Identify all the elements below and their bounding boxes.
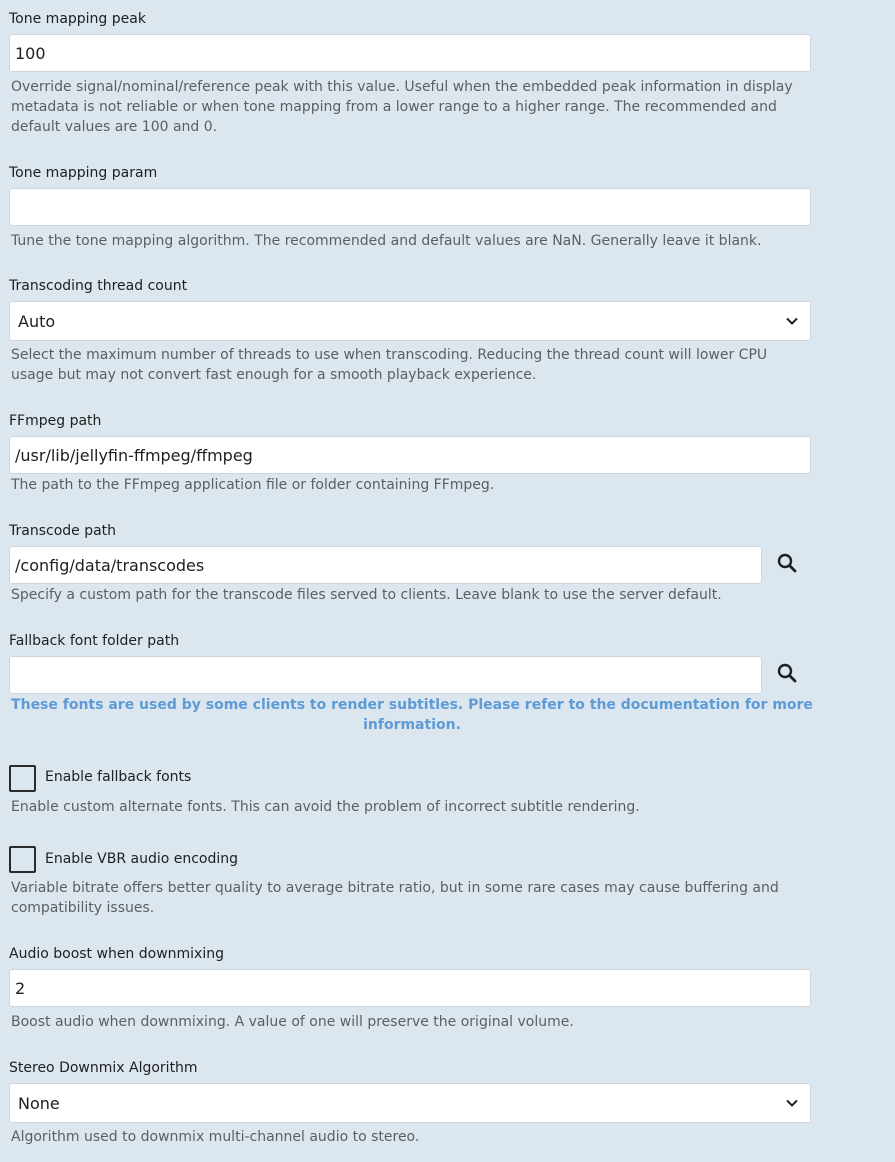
enable-vbr-audio-checkbox[interactable] xyxy=(9,846,36,873)
select-value: None xyxy=(18,1094,60,1113)
transcoding-thread-count-label: Transcoding thread count xyxy=(9,278,188,294)
tone-mapping-param-input[interactable] xyxy=(9,188,811,226)
enable-fallback-fonts-help: Enable custom alternate fonts. This can avoid the problem of incorrect subtitle rendering. xyxy=(11,799,640,815)
ffmpeg-path-input[interactable] xyxy=(9,436,811,474)
stereo-downmix-select[interactable] xyxy=(9,1083,811,1123)
transcoding-thread-count-select[interactable] xyxy=(9,301,811,341)
transcode-path-help: Specify a custom path for the transcode files served to clients. Leave blank to use the server default. xyxy=(11,587,722,603)
fallback-font-folder-label: Fallback font folder path xyxy=(9,633,180,649)
transcoding-thread-count-help: Select the maximum number of threads to use when transcoding. Reducing the thread count will lower CPU usage but may not convert fast enough for a smooth playback experience. xyxy=(11,347,768,383)
fallback-font-folder-help: These fonts are used by some clients to render subtitles. Please refer to the documentation for more information. xyxy=(11,697,813,733)
transcode-path-label: Transcode path xyxy=(9,523,117,539)
ffmpeg-path-label: FFmpeg path xyxy=(9,413,102,429)
enable-vbr-audio-help: Variable bitrate offers better quality to average bitrate ratio, but in some rare cases may cause buffering and compatibility issues. xyxy=(11,880,779,916)
tone-mapping-peak-help: Override signal/nominal/reference peak with this value. Useful when the embedded peak information in display metadata is not reliable or when tone mapping from a lower range to a higher range. The recommended and default values are 100 and 0. xyxy=(11,79,793,135)
tone-mapping-peak-input[interactable] xyxy=(9,34,811,72)
tone-mapping-peak-label: Tone mapping peak xyxy=(9,11,146,27)
enable-fallback-fonts-checkbox[interactable] xyxy=(9,765,36,792)
stereo-downmix-label: Stereo Downmix Algorithm xyxy=(9,1060,198,1076)
chevron-down-icon xyxy=(784,1095,800,1111)
fallback-font-folder-input[interactable] xyxy=(9,656,762,694)
stereo-downmix-help: Algorithm used to downmix multi-channel audio to stereo. xyxy=(11,1129,420,1145)
audio-boost-input[interactable] xyxy=(9,969,811,1007)
transcode-path-input[interactable] xyxy=(9,546,762,584)
tone-mapping-param-label: Tone mapping param xyxy=(9,165,158,181)
fallback-font-folder-browse-button[interactable] xyxy=(773,659,801,687)
audio-boost-label: Audio boost when downmixing xyxy=(9,946,224,962)
chevron-down-icon xyxy=(784,313,800,329)
search-icon xyxy=(773,549,801,577)
tone-mapping-param-help: Tune the tone mapping algorithm. The recommended and default values are NaN. Generally leave it blank. xyxy=(11,233,762,249)
audio-boost-help: Boost audio when downmixing. A value of one will preserve the original volume. xyxy=(11,1014,574,1030)
select-value: Auto xyxy=(18,312,56,331)
enable-vbr-audio-label[interactable]: Enable VBR audio encoding xyxy=(45,851,239,867)
search-icon xyxy=(773,659,801,687)
transcode-path-browse-button[interactable] xyxy=(773,549,801,577)
ffmpeg-path-help: The path to the FFmpeg application file or folder containing FFmpeg. xyxy=(11,477,495,493)
enable-fallback-fonts-label[interactable]: Enable fallback fonts xyxy=(45,769,192,785)
